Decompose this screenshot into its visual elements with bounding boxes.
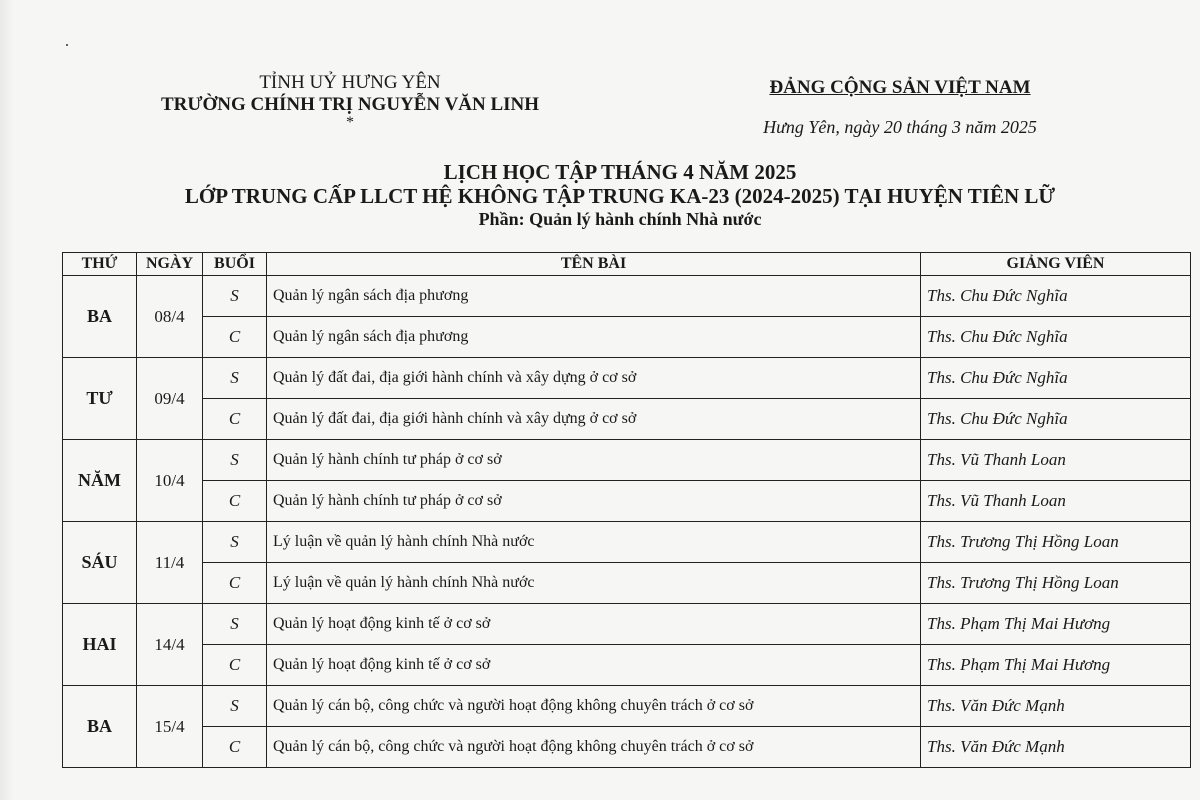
table-row [63, 727, 1191, 768]
header-session: BUỔI [203, 253, 267, 276]
session-cell: C [203, 399, 267, 440]
header-subject: TÊN BÀI [267, 253, 921, 276]
date-cell: 09/4 [137, 358, 203, 440]
day-cell: BA [63, 686, 137, 768]
day-cell: HAI [63, 604, 137, 686]
subject-cell: Quản lý đất đai, địa giới hành chính và xây dựng ở cơ sở [267, 399, 921, 440]
document-subtitle: LỚP TRUNG CẤP LLCT HỆ KHÔNG TẬP TRUNG KA-23 (2024-2025) TẠI HUYỆN TIÊN LỮ [184, 184, 1056, 208]
document-titles [40, 160, 1200, 230]
party-name: ĐẢNG CỘNG SẢN VIỆT NAM [769, 77, 1031, 98]
date-cell: 14/4 [137, 604, 203, 686]
document-title: LỊCH HỌC TẬP THÁNG 4 NĂM 2025 [443, 160, 797, 184]
school-name: TRƯỜNG CHÍNH TRỊ NGUYỄN VĂN LINH [160, 94, 540, 115]
date-cell: 10/4 [137, 440, 203, 522]
session-cell: S [203, 358, 267, 399]
session-cell: C [203, 727, 267, 768]
table-row [63, 645, 1191, 686]
subject-cell: Quản lý cán bộ, công chức và người hoạt động không chuyên trách ở cơ sở [267, 727, 921, 768]
day-cell: TƯ [63, 358, 137, 440]
subject-cell: Quản lý hoạt động kinh tế ở cơ sở [267, 645, 921, 686]
scan-speck [66, 44, 68, 46]
day-cell: NĂM [63, 440, 137, 522]
lecturer-cell: Ths. Chu Đức Nghĩa [921, 276, 1191, 317]
subject-cell: Quản lý hoạt động kinh tế ở cơ sở [267, 604, 921, 645]
lecturer-cell: Ths. Chu Đức Nghĩa [921, 317, 1191, 358]
header-day: THỨ [63, 253, 137, 276]
lecturer-cell: Ths. Vũ Thanh Loan [921, 440, 1191, 481]
session-cell: S [203, 522, 267, 563]
table-row [63, 522, 1191, 563]
header-asterisk: * [346, 114, 354, 131]
lecturer-cell: Ths. Phạm Thị Mai Hương [921, 645, 1191, 686]
subject-cell: Quản lý hành chính tư pháp ở cơ sở [267, 440, 921, 481]
subject-cell: Quản lý cán bộ, công chức và người hoạt động không chuyên trách ở cơ sở [267, 686, 921, 727]
subject-cell: Lý luận về quản lý hành chính Nhà nước [267, 563, 921, 604]
date-cell: 11/4 [137, 522, 203, 604]
subject-cell: Quản lý đất đai, địa giới hành chính và xây dựng ở cơ sở [267, 358, 921, 399]
header-right [700, 76, 1100, 138]
table-header-row [63, 253, 1191, 276]
date-cell: 15/4 [137, 686, 203, 768]
lecturer-cell: Ths. Phạm Thị Mai Hương [921, 604, 1191, 645]
table-row [63, 317, 1191, 358]
subject-cell: Quản lý ngân sách địa phương [267, 317, 921, 358]
table-row [63, 686, 1191, 727]
session-cell: S [203, 276, 267, 317]
table-row [63, 563, 1191, 604]
document-part: Phần: Quản lý hành chính Nhà nước [478, 209, 762, 229]
header-left [120, 72, 580, 130]
lecturer-cell: Ths. Văn Đức Mạnh [921, 727, 1191, 768]
session-cell: C [203, 563, 267, 604]
table-row [63, 276, 1191, 317]
header-date: NGÀY [137, 253, 203, 276]
table-row [63, 481, 1191, 522]
subject-cell: Quản lý ngân sách địa phương [267, 276, 921, 317]
lecturer-cell: Ths. Trương Thị Hồng Loan [921, 563, 1191, 604]
subject-cell: Quản lý hành chính tư pháp ở cơ sở [267, 481, 921, 522]
date-cell: 08/4 [137, 276, 203, 358]
table-row [63, 399, 1191, 440]
header-lecturer: GIẢNG VIÊN [921, 253, 1191, 276]
session-cell: C [203, 317, 267, 358]
place-date: Hưng Yên, ngày 20 tháng 3 năm 2025 [763, 117, 1037, 137]
session-cell: S [203, 440, 267, 481]
subject-cell: Lý luận về quản lý hành chính Nhà nước [267, 522, 921, 563]
lecturer-cell: Ths. Văn Đức Mạnh [921, 686, 1191, 727]
schedule-table [62, 252, 1191, 768]
session-cell: S [203, 604, 267, 645]
session-cell: C [203, 481, 267, 522]
day-cell: SÁU [63, 522, 137, 604]
lecturer-cell: Ths. Chu Đức Nghĩa [921, 399, 1191, 440]
day-cell: BA [63, 276, 137, 358]
table-row [63, 440, 1191, 481]
session-cell: S [203, 686, 267, 727]
lecturer-cell: Ths. Vũ Thanh Loan [921, 481, 1191, 522]
table-row [63, 358, 1191, 399]
table-row [63, 604, 1191, 645]
lecturer-cell: Ths. Chu Đức Nghĩa [921, 358, 1191, 399]
session-cell: C [203, 645, 267, 686]
province-committee: TỈNH UỶ HƯNG YÊN [259, 72, 441, 93]
lecturer-cell: Ths. Trương Thị Hồng Loan [921, 522, 1191, 563]
